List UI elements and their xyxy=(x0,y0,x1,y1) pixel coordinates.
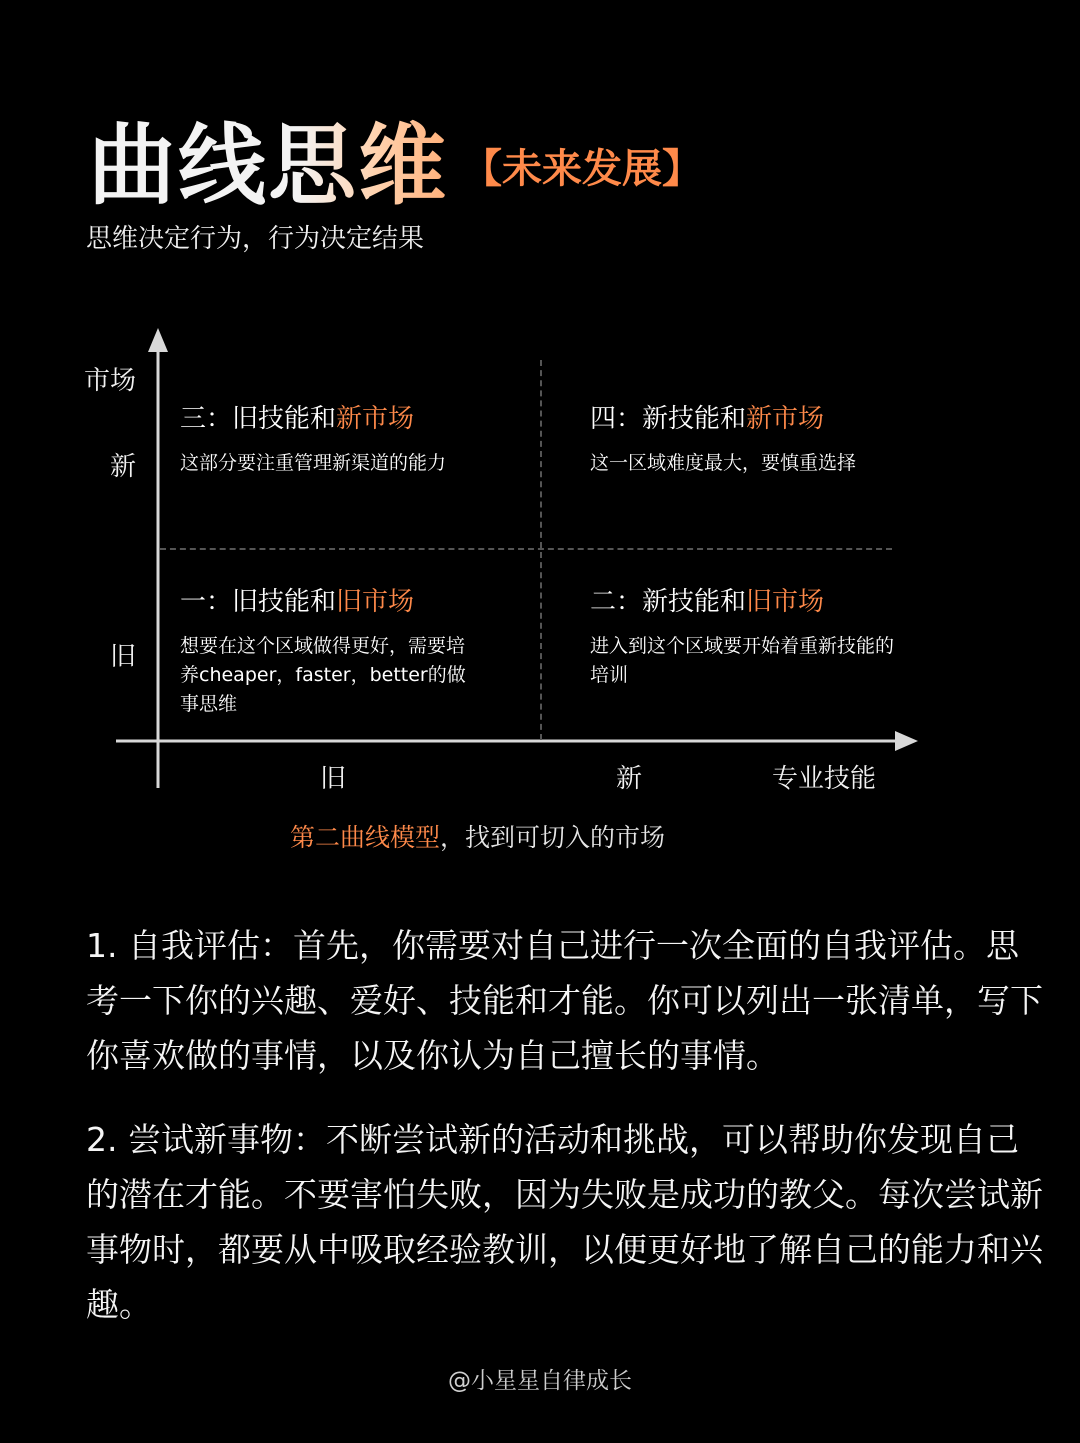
y-tick-old: 旧 xyxy=(110,642,137,672)
quadrant-2-prefix: 二： xyxy=(590,587,643,617)
page-title: 曲线思维 xyxy=(88,114,449,217)
quadrant-1-highlight: 旧市场 xyxy=(336,587,415,617)
quadrant-4-title xyxy=(590,398,824,435)
caption-rest: ，找到可切入的市场 xyxy=(440,823,666,852)
x-tick-old: 旧 xyxy=(320,764,347,794)
quadrant-1-text: 旧技能和 xyxy=(232,587,337,617)
quadrant-1-prefix: 一： xyxy=(180,587,233,617)
quadrant-3-desc: 这部分要注重管理新渠道的能力 xyxy=(180,452,447,474)
x-axis-label: 专业技能 xyxy=(772,764,877,794)
paragraph-2: 2. 尝试新事物：不断尝试新的活动和挑战，可以帮助你发现自己的潜在才能。不要害怕失败，因为失败是成功的教父。每次尝试新事物时，都要从中吸取经验教训，以便更好地了解自己的能力和兴趣。 xyxy=(86,1120,1043,1324)
paragraph-1: 1. 自我评估：首先，你需要对自己进行一次全面的自我评估。思考一下你的兴趣、爱好、技能和才能。你可以列出一张清单，写下你喜欢做的事情，以及你认为自己擅长的事情。 xyxy=(86,926,1043,1075)
quadrant-2-text: 新技能和 xyxy=(642,587,747,617)
quadrant-2-highlight: 旧市场 xyxy=(746,587,825,617)
quadrant-1-title xyxy=(180,581,414,618)
x-axis-arrow xyxy=(895,731,918,751)
caption-accent: 第二曲线模型 xyxy=(290,823,441,852)
quadrant-4-desc: 这一区域难度最大，要慎重选择 xyxy=(590,452,857,474)
quadrant-3-title xyxy=(180,398,414,435)
footer-watermark: @小星星自律成长 xyxy=(448,1368,632,1394)
quadrant-3-prefix: 三： xyxy=(180,404,233,434)
diagram-caption xyxy=(290,818,665,854)
horizontal-divider xyxy=(160,548,892,550)
quadrant-2-title xyxy=(590,581,824,618)
quadrant-2-desc: 进入到这个区域要开始着重新技能的培训 xyxy=(590,635,895,686)
vertical-divider xyxy=(540,360,542,740)
quadrant-1-desc: 想要在这个区域做得更好，需要培养cheaper，faster，better的做事思维 xyxy=(180,635,466,715)
y-tick-new: 新 xyxy=(110,452,137,482)
quadrant-4-text: 新技能和 xyxy=(642,404,747,434)
x-tick-new: 新 xyxy=(616,764,643,794)
page-subtitle: 思维决定行为，行为决定结果 xyxy=(86,224,425,254)
y-axis-arrow xyxy=(148,328,168,352)
quadrant-3-text: 旧技能和 xyxy=(232,404,337,434)
y-axis-label: 市场 xyxy=(84,366,137,396)
quadrant-3-highlight: 新市场 xyxy=(336,404,415,434)
title-tag: 【未来发展】 xyxy=(462,146,703,192)
quadrant-4-highlight: 新市场 xyxy=(746,404,825,434)
quadrant-4-prefix: 四： xyxy=(590,404,643,434)
